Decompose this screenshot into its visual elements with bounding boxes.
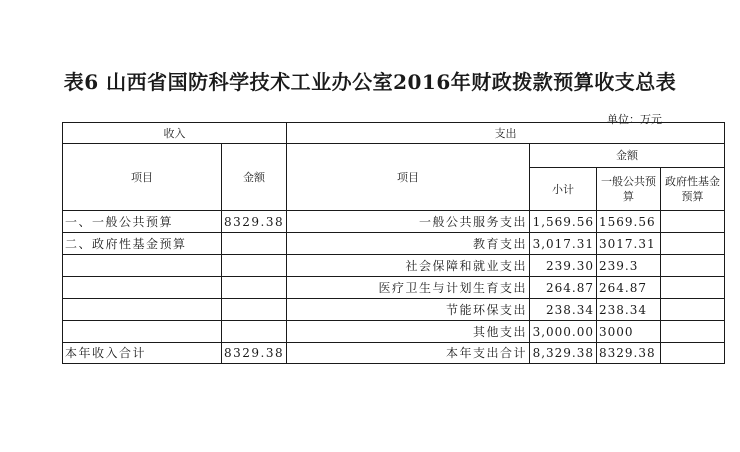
expense-subtotal: 238.34: [530, 299, 597, 321]
expense-item: 其他支出: [287, 321, 530, 343]
header-general-budget: 一般公共预算: [597, 168, 661, 211]
total-row: [63, 343, 725, 364]
expense-total-general: 8329.38: [597, 343, 661, 364]
expense-fund: [661, 233, 725, 255]
expense-item: 社会保障和就业支出: [287, 255, 530, 277]
income-total-amount: 8329.38: [222, 343, 287, 364]
expense-fund: [661, 277, 725, 299]
expense-item: 节能环保支出: [287, 299, 530, 321]
income-item: 一、一般公共预算: [63, 211, 222, 233]
expense-item: 医疗卫生与计划生育支出: [287, 277, 530, 299]
header-income-amount: 金额: [222, 144, 287, 211]
expense-subtotal: 264.87: [530, 277, 597, 299]
page-title: 表6 山西省国防科学技术工业办公室2016年财政拨款预算收支总表: [63, 70, 677, 94]
header-amount-group: 金额: [530, 144, 725, 168]
unit-label: 单位：万元: [607, 113, 662, 126]
expense-subtotal: 239.30: [530, 255, 597, 277]
income-amount: [222, 233, 287, 255]
expense-item: 一般公共服务支出: [287, 211, 530, 233]
expense-total-subtotal: 8,329.38: [530, 343, 597, 364]
expense-general: 3000: [597, 321, 661, 343]
table-row: [63, 277, 725, 299]
expense-subtotal: 3,000.00: [530, 321, 597, 343]
income-amount: 8329.38: [222, 211, 287, 233]
header-income: 收入: [63, 123, 287, 144]
table-row: [63, 255, 725, 277]
expense-fund: [661, 255, 725, 277]
income-amount: [222, 277, 287, 299]
income-item: [63, 321, 222, 343]
expense-subtotal: 1,569.56: [530, 211, 597, 233]
income-item: [63, 255, 222, 277]
income-amount: [222, 255, 287, 277]
expense-item: 教育支出: [287, 233, 530, 255]
header-expense: 支出: [287, 123, 725, 144]
expense-subtotal: 3,017.31: [530, 233, 597, 255]
table-row: [63, 211, 725, 233]
header-expense-item: 项目: [287, 144, 530, 211]
header-subtotal: 小计: [530, 168, 597, 211]
table-row: [63, 321, 725, 343]
expense-general: 239.3: [597, 255, 661, 277]
expense-fund: [661, 321, 725, 343]
expense-total-label: 本年支出合计: [287, 343, 530, 364]
expense-general: 1569.56: [597, 211, 661, 233]
income-item: [63, 299, 222, 321]
income-item: 二、政府性基金预算: [63, 233, 222, 255]
income-amount: [222, 321, 287, 343]
income-item: [63, 277, 222, 299]
expense-fund: [661, 299, 725, 321]
income-total-label: 本年收入合计: [63, 343, 222, 364]
table-row: [63, 299, 725, 321]
expense-general: 238.34: [597, 299, 661, 321]
income-amount: [222, 299, 287, 321]
table-row: [63, 233, 725, 255]
expense-general: 264.87: [597, 277, 661, 299]
header-income-item: 项目: [63, 144, 222, 211]
budget-summary-table: [62, 122, 725, 364]
header-gov-fund-budget: 政府性基金预算: [661, 168, 725, 211]
expense-total-fund: [661, 343, 725, 364]
expense-general: 3017.31: [597, 233, 661, 255]
expense-fund: [661, 211, 725, 233]
